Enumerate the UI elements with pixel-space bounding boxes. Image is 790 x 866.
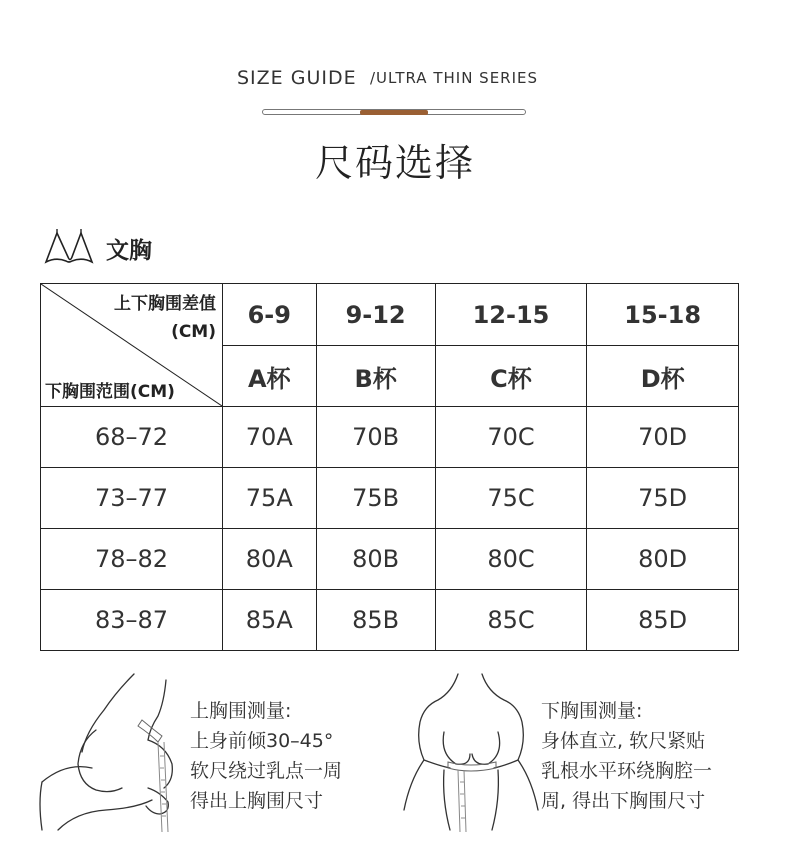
upper-bust-title: 上胸围测量: <box>190 700 292 722</box>
cup-header: D杯 <box>587 346 739 407</box>
under-bust-instructions <box>541 696 712 816</box>
under-bust-title: 下胸围测量: <box>541 700 643 722</box>
size-guide-heading: SIZE GUIDE <box>237 67 357 89</box>
size-cell: 75A <box>223 468 317 529</box>
size-cell: 70B <box>316 407 435 468</box>
size-cell: 80B <box>316 529 435 590</box>
table-header-row <box>41 284 739 346</box>
size-cell: 80A <box>223 529 317 590</box>
upper-bust-line: 得出上胸围尺寸 <box>190 790 324 812</box>
upper-bust-line: 上身前倾30–45° <box>190 730 334 752</box>
under-bust-line: 周, 得出下胸围尺寸 <box>541 790 706 812</box>
bra-outline-icon <box>44 227 94 265</box>
corner-top-line1: 上下胸围差值 <box>114 294 216 314</box>
series-heading: /ULTRA THIN SERIES <box>370 69 539 87</box>
size-cell: 70D <box>587 407 739 468</box>
corner-top-label <box>114 290 216 346</box>
size-cell: 85C <box>435 590 587 651</box>
table-row <box>41 529 739 590</box>
diff-header: 15-18 <box>587 284 739 346</box>
corner-bottom-label: 下胸围范围(CM) <box>45 382 175 402</box>
range-cell: 83–87 <box>41 590 223 651</box>
upper-bust-line: 软尺绕过乳点一周 <box>190 760 343 782</box>
range-cell: 78–82 <box>41 529 223 590</box>
diff-header: 9-12 <box>316 284 435 346</box>
size-cell: 75B <box>316 468 435 529</box>
range-cell: 68–72 <box>41 407 223 468</box>
size-cell: 85D <box>587 590 739 651</box>
size-cell: 85B <box>316 590 435 651</box>
table-row <box>41 407 739 468</box>
size-cell: 80D <box>587 529 739 590</box>
table-row <box>41 590 739 651</box>
cup-header: B杯 <box>316 346 435 407</box>
size-cell: 70C <box>435 407 587 468</box>
size-cell: 70A <box>223 407 317 468</box>
table-corner-cell <box>41 284 223 407</box>
size-cell: 80C <box>435 529 587 590</box>
diff-header: 6-9 <box>223 284 317 346</box>
cup-header: C杯 <box>435 346 587 407</box>
under-bust-line: 身体直立, 软尺紧贴 <box>541 730 706 752</box>
size-cell: 75D <box>587 468 739 529</box>
range-cell: 73–77 <box>41 468 223 529</box>
corner-top-line2: (CM) <box>171 322 216 342</box>
upper-bust-instructions <box>190 696 342 816</box>
section-label: 文胸 <box>106 238 152 264</box>
table-row <box>41 468 739 529</box>
under-bust-line: 乳根水平环绕胸腔一 <box>541 760 713 782</box>
diff-header: 12-15 <box>435 284 587 346</box>
header-divider-accent <box>360 110 428 115</box>
page-title: 尺码选择 <box>314 141 475 185</box>
cup-header: A杯 <box>223 346 317 407</box>
under-bust-illustration <box>400 670 540 832</box>
size-cell: 75C <box>435 468 587 529</box>
upper-bust-illustration <box>36 672 186 832</box>
size-cell: 85A <box>223 590 317 651</box>
size-table <box>40 283 739 651</box>
